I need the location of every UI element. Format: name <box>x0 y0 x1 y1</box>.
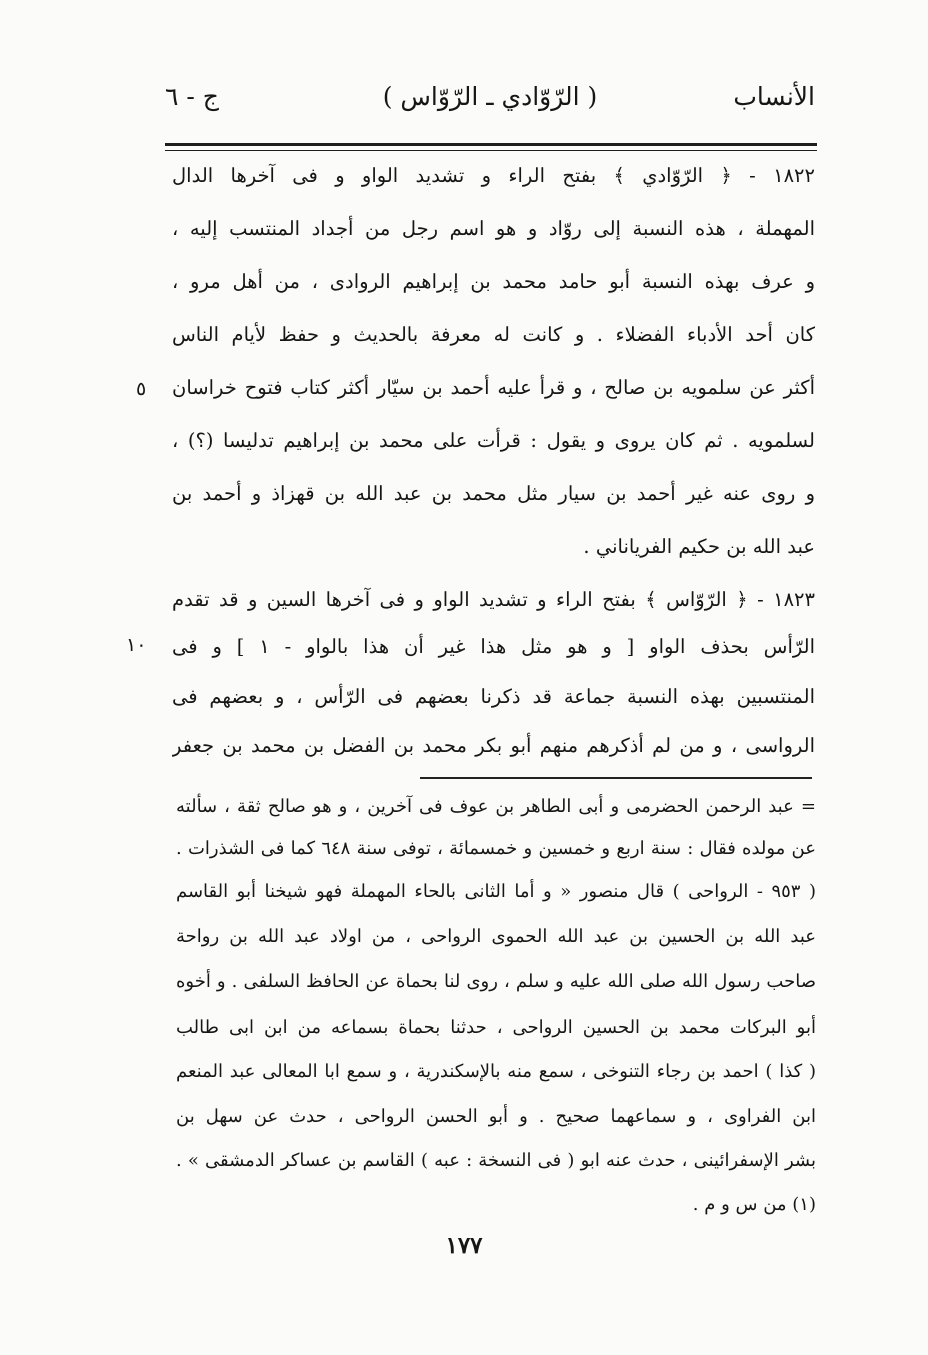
body-line: و روى عنه غير أحمد بن سيار مثل محمد بن عبد الله بن قهزاذ و أحمد بن <box>172 482 815 505</box>
footnote-line: صاحب رسول الله صلى الله عليه و سلم ، روى لنا بحماة عن الحافظ السلفى . و أخوه <box>176 971 816 992</box>
margin-line-number: ١٠ <box>126 634 147 656</box>
footnote-line: (١) من س و م . <box>692 1194 816 1215</box>
entries-title: ( الرّوّادي ـ الرّوّاس ) <box>382 82 598 111</box>
footnote-line: بشر الإسفرائينى ، حدث عنه ابو ( فى النسخة : عبه ) القاسم بن عساكر الدمشقى » . <box>176 1150 816 1171</box>
body-line: ١٨٢٣ - ﴿ الرّوّاس ﴾ بفتح الراء و تشديد الواو و فى آخرها السين و قد تقدم <box>172 588 815 611</box>
footnote-line: ( كذا ) احمد بن رجاء التنوخى ، سمع منه بالإسكندرية ، و سمع ابا المعالى عبد المنعم <box>176 1061 816 1082</box>
footnote-line: ابن الفراوى ، و سماعهما صحيح . و أبو الحسن الرواحى ، حدث عن سهل بن <box>176 1106 816 1127</box>
footnote-line: عن مولده فقال : سنة اربع و خمسين و خمسمائة ، توفى سنة ٦٤٨ كما فى الشذرات . <box>176 838 816 859</box>
body-line: الرواسى ، و من لم أذكرهم منهم أبو بكر محمد بن الفضل بن محمد بن جعفر <box>172 734 815 757</box>
header-rule-thin <box>165 150 817 151</box>
body-line: ١٨٢٢ - ﴿ الرّوّادي ﴾ بفتح الراء و تشديد الواو و فى آخرها الدال <box>172 164 815 187</box>
footnote-line: = عبد الرحمن الحضرمى و أبى الطاهر بن عوف فى آخرين ، و هو صالح ثقة ، سألته <box>176 796 816 817</box>
footnote-line: أبو البركات محمد بن الحسين الرواحى ، حدثنا بحماة بسماعه من ابن ابى طالب <box>176 1017 816 1038</box>
book-title: الأنساب <box>733 82 815 111</box>
margin-line-number: ٥ <box>136 378 147 400</box>
body-line: و عرف بهذه النسبة أبو حامد محمد بن إبراهيم الروادى ، من أهل مرو ، <box>172 270 815 293</box>
body-line: أكثر عن سلمويه بن صالح ، و قرأ عليه أحمد بن سيّار أكثر كتاب فتوح خراسان <box>172 376 815 399</box>
header-rule-thick <box>165 143 817 146</box>
body-line: كان أحد الأدباء الفضلاء . و كانت له معرفة بالحديث و حفظ لأيام الناس <box>172 323 815 346</box>
page-number: ١٧٧ <box>445 1232 483 1259</box>
body-line: الرّأس بحذف الواو [ و هو مثل هذا غير أن هذا بالواو - ١ ] و فى <box>172 635 815 658</box>
body-line: المهملة ، هذه النسبة إلى روّاد و هو اسم رجل من أجداد المنتسب إليه ، <box>172 217 815 240</box>
footnote-line: ( ٩٥٣ - الرواحى ) قال منصور « و أما الثانى بالحاء المهملة فهو شيخنا أبو القاسم <box>176 881 816 902</box>
body-line: المنتسبين بهذه النسبة جماعة قد ذكرنا بعضهم فى الرّأس ، و بعضهم فى <box>172 685 815 708</box>
footnote-line: عبد الله بن الحسين بن عبد الله الحموى الرواحى ، من اولاد عبد الله بن رواحة <box>176 926 816 947</box>
footnote-separator <box>420 777 812 779</box>
volume-label: ج - ٦ <box>165 82 219 111</box>
body-line: عبد الله بن حكيم الفرياناني . <box>583 535 815 558</box>
body-line: لسلمويه . ثم كان يروى و يقول : قرأت على محمد بن إبراهيم تدليسا (؟) ، <box>172 429 815 452</box>
page-header <box>165 82 815 130</box>
